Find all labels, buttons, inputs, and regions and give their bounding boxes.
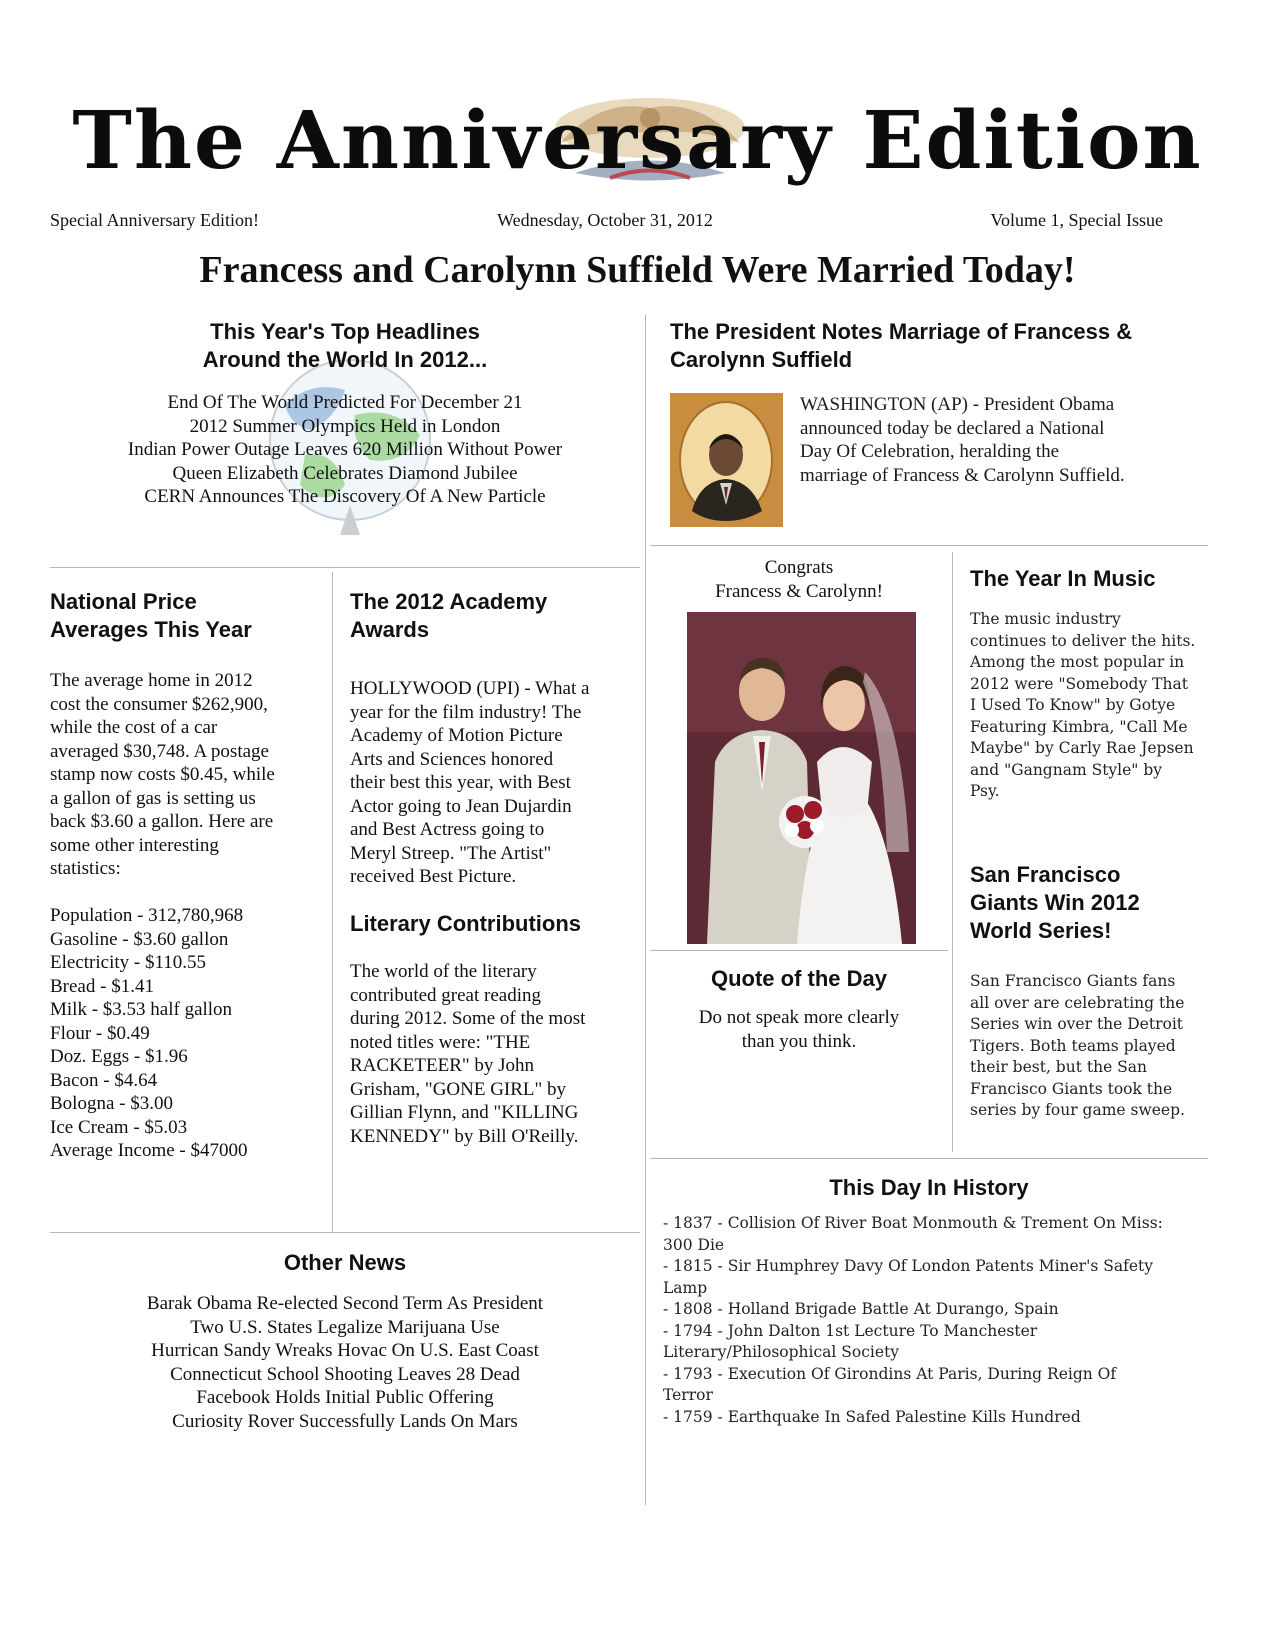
history-item: - 1808 - Holland Brigade Battle At Durango, Spain <box>663 1300 1059 1318</box>
price-averages-title: National Price Averages This Year <box>50 589 252 642</box>
history-item: - 1793 - Execution Of Girondins At Paris, During Reign Of <box>663 1364 1117 1383</box>
giants-article: San Francisco Giants fans all over are celebrating the Series win over the Detroit Tigers. Both teams played their best, but the San Francisco Giants took the series by four game sweep. <box>970 972 1185 1119</box>
music-article: The music industry continues to deliver the hits. Among the most popular in 2012 were "Somebody That I Used To Know" by Gotye Featuring Kimbra, "Call Me Maybe" by Carly Rae Jepsen and "Gangnam Style" by Psy. <box>970 610 1196 800</box>
history-title: This Day In History <box>829 1175 1029 1200</box>
issue-date: Wednesday, October 31, 2012 <box>497 210 713 230</box>
stat-item: Average Income - $47000 <box>50 1140 248 1161</box>
president-article: WASHINGTON (AP) - President Obama announced today be declared a National Day Of Celebration, heralding the marriage of Francess & Carolynn Suffield. <box>800 394 1125 486</box>
news-item: Barak Obama Re-elected Second Term As President <box>146 1293 544 1314</box>
congrats-caption: Congrats Francess & Carolynn! <box>715 557 883 602</box>
president-title: The President Notes Marriage of Francess & Carolynn Suffield <box>670 319 1133 372</box>
literary-article: The world of the literary contributed great reading during 2012. Some of the most noted titles were: "THE RACKETEER" by John Grisham, "GONE GIRL" by Gillian Flynn, and "KILLING KENNEDY" by Bill O'Reilly. <box>350 961 586 1147</box>
president-portrait <box>670 393 783 527</box>
stat-item: Population - 312,780,968 <box>50 905 244 926</box>
history-list <box>663 1213 1223 1428</box>
stat-item: Doz. Eggs - $1.96 <box>50 1046 188 1067</box>
history-item: - 1794 - John Dalton 1st Lecture To Manchester <box>663 1321 1038 1340</box>
news-item: Facebook Holds Initial Public Offering <box>196 1387 494 1408</box>
history-item: - 1837 - Collision Of River Boat Monmouth & Trement On Miss: <box>663 1214 1163 1232</box>
stat-item: Bacon - $4.64 <box>50 1069 158 1091</box>
history-item: Terror <box>663 1386 713 1404</box>
stat-item: Bologna - $3.00 <box>50 1093 173 1114</box>
stat-item: Bread - $1.41 <box>50 975 154 997</box>
music-title: The Year In Music <box>970 566 1156 591</box>
price-averages-intro: The average home in 2012 cost the consumer $262,900, while the cost of a car averaged $30,748. A postage stamp now costs $0.45, while a gallon of gas is setting us back $3.60 a gallon. Here are some other interesting statistics: <box>50 670 275 879</box>
giants-title: San Francisco Giants Win 2012 World Series! <box>970 862 1140 943</box>
news-item: Connecticut School Shooting Leaves 28 Dead <box>170 1363 520 1385</box>
edition-label: Special Anniversary Edition! <box>50 210 259 230</box>
top-headlines-list <box>50 391 640 509</box>
literary-title: Literary Contributions <box>350 911 582 936</box>
other-news-title: Other News <box>283 1250 407 1275</box>
section-divider <box>650 545 1208 546</box>
stat-item: Electricity - $110.55 <box>50 952 206 973</box>
news-item: Curiosity Rover Successfully Lands On Mars <box>172 1410 518 1432</box>
stat-item: Milk - $3.53 half gallon <box>50 999 233 1020</box>
column-divider <box>332 572 333 1232</box>
news-item: Two U.S. States Legalize Marijuana Use <box>190 1316 500 1338</box>
news-item: Hurrican Sandy Wreaks Hovac On U.S. East Coast <box>151 1340 539 1361</box>
history-item: - 1759 - Earthquake In Safed Palestine Kills Hundred <box>663 1407 1081 1426</box>
history-item: Lamp <box>663 1278 708 1297</box>
section-divider <box>650 1158 1208 1159</box>
main-headline: Francess and Carolynn Suffield Were Married Today! <box>199 249 1076 291</box>
volume-label: Volume 1, Special Issue <box>990 210 1163 230</box>
quote-text: Do not speak more clearly than you think. <box>698 1007 900 1052</box>
wedding-photo <box>687 612 916 944</box>
academy-title: The 2012 Academy Awards <box>350 589 548 642</box>
section-divider <box>50 1232 640 1233</box>
academy-article: HOLLYWOOD (UPI) - What a year for the film industry! The Academy of Motion Picture Arts and Sciences honored their best this year, with Best Actor going to Jean Dujardin and Best Actress going to Meryl Streep. "The Artist" received Best Picture. <box>350 678 590 887</box>
quote-title: Quote of the Day <box>710 966 887 991</box>
stat-item: Flour - $0.49 <box>50 1022 150 1044</box>
column-divider <box>952 552 953 1152</box>
masthead-title: The Anniversary Edition <box>72 93 1203 187</box>
top-headlines-title: This Year's Top Headlines Around the World In 2012... <box>202 319 488 372</box>
price-stats-list <box>50 904 330 1163</box>
stat-item: Ice Cream - $5.03 <box>50 1116 188 1138</box>
headline-item: CERN Announces The Discovery Of A New Particle <box>144 486 546 507</box>
section-divider <box>50 567 640 568</box>
history-item: Literary/Philosophical Society <box>663 1343 900 1361</box>
headline-item: End Of The World Predicted For December 21 <box>167 392 523 413</box>
section-divider <box>650 950 948 951</box>
headline-item: 2012 Summer Olympics Held in London <box>189 415 501 437</box>
stat-item: Gasoline - $3.60 gallon <box>50 928 229 950</box>
column-divider <box>645 315 646 1505</box>
history-item: 300 Die <box>663 1235 725 1254</box>
headline-item: Queen Elizabeth Celebrates Diamond Jubilee <box>172 462 518 484</box>
other-news-list <box>50 1292 640 1433</box>
history-item: - 1815 - Sir Humphrey Davy Of London Patents Miner's Safety <box>663 1257 1153 1275</box>
headline-item: Indian Power Outage Leaves 620 Million Without Power <box>127 439 563 460</box>
